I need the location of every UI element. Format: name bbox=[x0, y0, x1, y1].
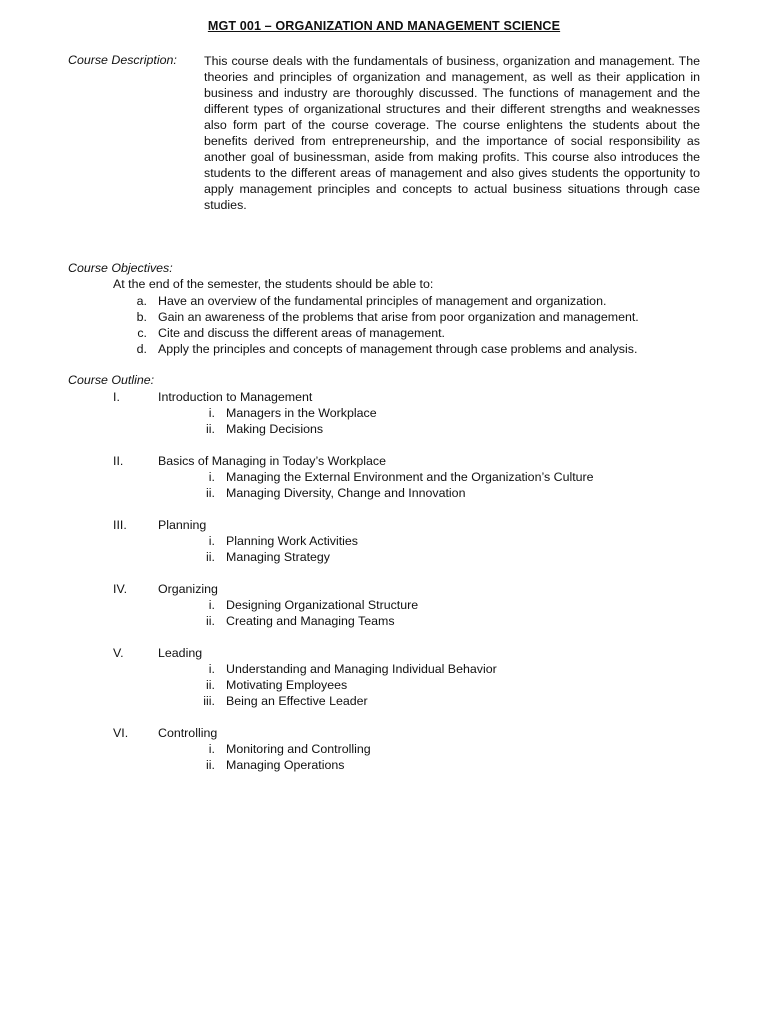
course-description-text: This course deals with the fundamentals of business, organization and management. The theories and principles of organization and management, as well as their application in business and industry are thoroughly discussed. The functions of management and the different types of organizational structures and their different strengths and weaknesses also form part of the course coverage. The course enlightens the students about the benefits derived from entrepreneurship, and the importance of social responsibility as another goal of businessman, aside from making profits. This course also introduces the students to the different areas of management and also gives students the opportunity to apply management principles and concepts to actual business situations through case studies. bbox=[204, 54, 700, 212]
section-heading bbox=[0, 725, 768, 741]
subtopic bbox=[0, 661, 768, 677]
outline-section bbox=[0, 581, 768, 629]
course-outline bbox=[0, 389, 768, 789]
subtopic-number: i. bbox=[208, 470, 215, 484]
subtopic bbox=[0, 405, 768, 421]
subtopic-number: i. bbox=[208, 662, 215, 676]
objective-item bbox=[0, 309, 768, 325]
subtopic-title: Managing Operations bbox=[226, 758, 345, 772]
section-title: Planning bbox=[158, 518, 207, 532]
outline-section bbox=[0, 517, 768, 565]
outline-section bbox=[0, 453, 768, 501]
section-number: IV. bbox=[113, 582, 128, 596]
objective-marker: d. bbox=[136, 342, 147, 356]
course-objectives-intro: At the end of the semester, the students should be able to: bbox=[113, 277, 434, 291]
subtopic-number: i. bbox=[208, 598, 215, 612]
subtopic-title: Planning Work Activities bbox=[226, 534, 358, 548]
subtopic bbox=[0, 597, 768, 613]
subtopic-number: i. bbox=[208, 742, 215, 756]
section-number: V. bbox=[113, 646, 124, 660]
subtopic-title: Understanding and Managing Individual Behavior bbox=[226, 662, 497, 676]
section-title: Organizing bbox=[158, 582, 218, 596]
objective-text: Gain an awareness of the problems that arise from poor organization and management. bbox=[158, 310, 639, 324]
subtopic-title: Creating and Managing Teams bbox=[226, 614, 395, 628]
section-heading bbox=[0, 645, 768, 661]
objective-marker: b. bbox=[136, 310, 147, 324]
subtopic bbox=[0, 421, 768, 437]
subtopic-number: ii. bbox=[206, 758, 215, 772]
subtopic-title: Managing the External Environment and the Organization’s Culture bbox=[226, 470, 594, 484]
subtopic bbox=[0, 549, 768, 565]
subtopic-number: iii. bbox=[203, 694, 215, 708]
subtopic-title: Making Decisions bbox=[226, 422, 324, 436]
subtopic-title: Managing Diversity, Change and Innovation bbox=[226, 486, 466, 500]
subtopic bbox=[0, 741, 768, 757]
subtopic bbox=[0, 533, 768, 549]
section-title: Leading bbox=[158, 646, 203, 660]
section-title: Controlling bbox=[158, 726, 218, 740]
objective-item bbox=[0, 325, 768, 341]
subtopic-number: ii. bbox=[206, 614, 215, 628]
section-number: II. bbox=[113, 454, 124, 468]
subtopic-number: i. bbox=[208, 406, 215, 420]
section-heading bbox=[0, 389, 768, 405]
objective-marker: c. bbox=[137, 326, 147, 340]
subtopic bbox=[0, 757, 768, 773]
outline-section bbox=[0, 645, 768, 709]
objectives-list bbox=[0, 293, 768, 357]
course-description-label: Course Description: bbox=[68, 53, 177, 67]
objective-text: Have an overview of the fundamental principles of management and organization. bbox=[158, 294, 607, 308]
objective-item bbox=[0, 341, 768, 357]
subtopic-number: ii. bbox=[206, 550, 215, 564]
objective-item bbox=[0, 293, 768, 309]
course-objectives-label: Course Objectives: bbox=[68, 261, 173, 275]
subtopic bbox=[0, 693, 768, 709]
subtopic-title: Designing Organizational Structure bbox=[226, 598, 419, 612]
subtopic-number: ii. bbox=[206, 678, 215, 692]
section-number: VI. bbox=[113, 726, 129, 740]
section-heading bbox=[0, 517, 768, 533]
subtopic-title: Managers in the Workplace bbox=[226, 406, 377, 420]
subtopic-title: Monitoring and Controlling bbox=[226, 742, 371, 756]
subtopic bbox=[0, 677, 768, 693]
outline-section bbox=[0, 389, 768, 437]
subtopic bbox=[0, 613, 768, 629]
objective-text: Apply the principles and concepts of management through case problems and analysis. bbox=[158, 342, 638, 356]
document-title: MGT 001 – ORGANIZATION AND MANAGEMENT SCIENCE bbox=[207, 19, 561, 33]
section-number: I. bbox=[113, 390, 120, 404]
objective-text: Cite and discuss the different areas of management. bbox=[158, 326, 445, 340]
section-title: Basics of Managing in Today’s Workplace bbox=[158, 454, 386, 468]
subtopic-number: ii. bbox=[206, 422, 215, 436]
objective-marker: a. bbox=[136, 294, 147, 308]
subtopic-number: ii. bbox=[206, 486, 215, 500]
subtopic-number: i. bbox=[208, 534, 215, 548]
subtopic-title: Managing Strategy bbox=[226, 550, 331, 564]
course-outline-label: Course Outline: bbox=[68, 373, 155, 387]
section-number: III. bbox=[113, 518, 127, 532]
section-heading bbox=[0, 453, 768, 469]
subtopic bbox=[0, 469, 768, 485]
subtopic bbox=[0, 485, 768, 501]
subtopic-title: Motivating Employees bbox=[226, 678, 348, 692]
subtopic-title: Being an Effective Leader bbox=[226, 694, 368, 708]
section-heading bbox=[0, 581, 768, 597]
outline-section bbox=[0, 725, 768, 773]
section-title: Introduction to Management bbox=[158, 390, 313, 404]
